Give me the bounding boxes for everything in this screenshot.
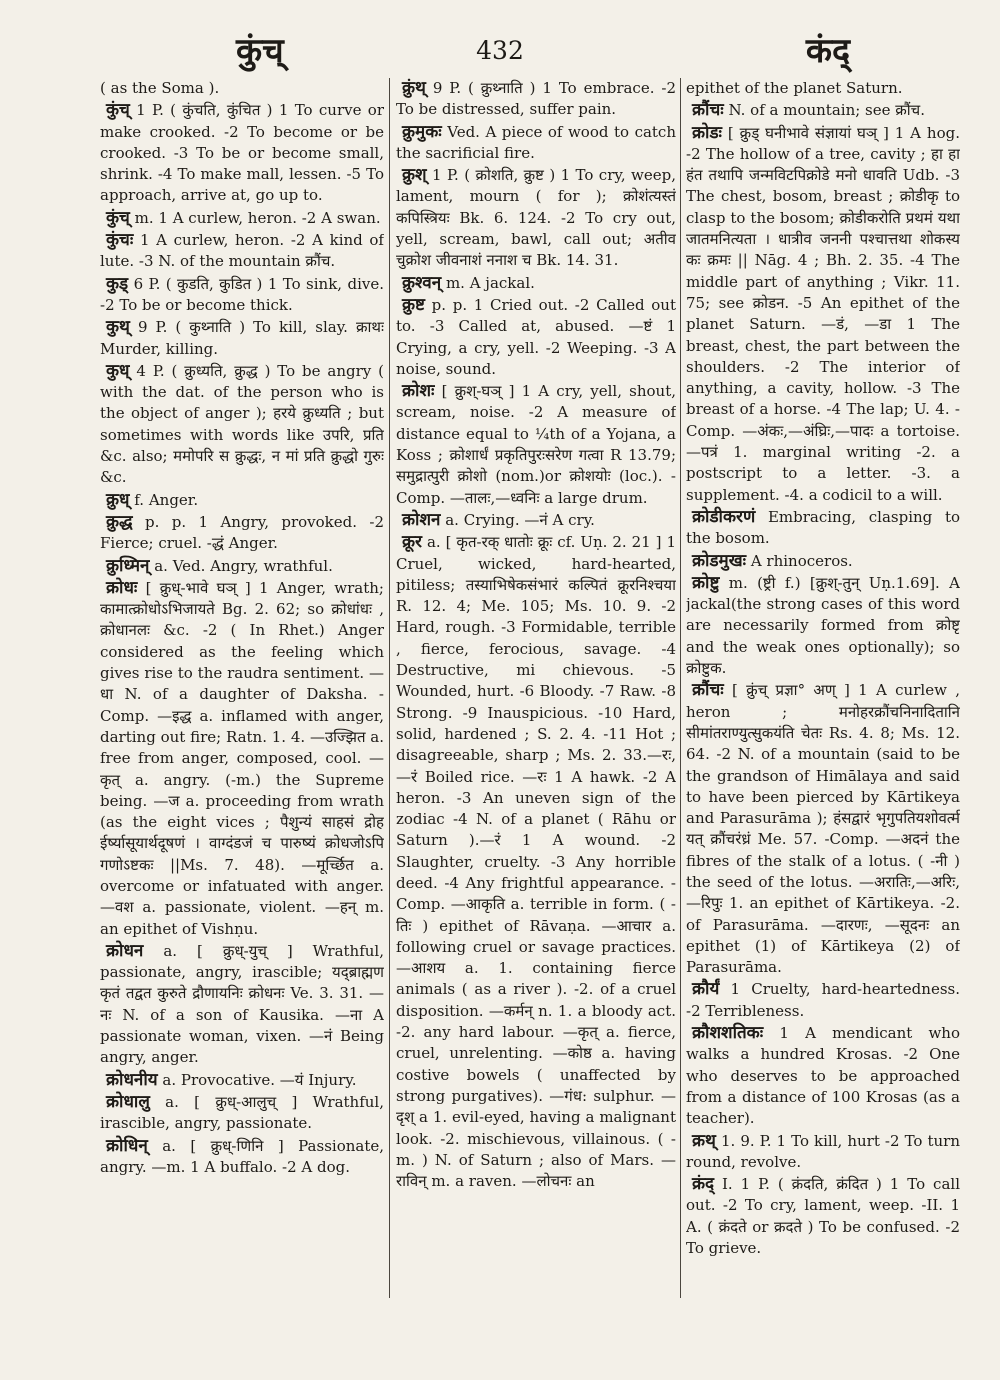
entry-headword: क्रोष्टु (692, 572, 720, 593)
dictionary-entry (686, 551, 960, 572)
dictionary-entry (686, 78, 960, 99)
entry-definition: ( as the Soma ). (100, 79, 220, 97)
entry-headword: क्रोधालु (106, 1091, 150, 1112)
entry-headword: क्रौशशतिकः (692, 1023, 764, 1044)
entry-headword: क्रुंथ् (402, 78, 426, 98)
entry-headword: क्रुमुकः (402, 121, 442, 142)
entry-headword: क्रौंचः (692, 100, 724, 121)
entry-definition: a. [ क्रुध्-णिनि ] Passionate, angry. —m. 1 A buffalo. -2 A dog. (100, 1136, 384, 1176)
entry-headword: क्रुष्ट (402, 294, 425, 315)
entry-definition: a. [ क्रुध्-युच् ] Wrathful, passionate, angry, irascible; यद्ब्राह्मण कृतं तद्वत कुरुते द्रौणायनिः क्रोधनः Ve. 3. 31. —नः N. of a son of Kausika. —ना A passionate woman, vixen. —नं Being angry, anger. (100, 941, 384, 1067)
column-divider (389, 78, 390, 1298)
column-1 (100, 78, 384, 1350)
dictionary-entry (100, 1136, 384, 1179)
entry-definition: I. 1 P. ( क्रंदति, क्रंदित ) 1 To call out. -2 To cry, lament, weep. -II. 1 A. ( क्रंदते or क्रदते ) To be confused. -2 To grieve. (686, 1175, 960, 1258)
entry-definition: m. 1 A curlew, heron. -2 A swan. (129, 208, 381, 227)
entry-definition: p. p. 1 Angry, provoked. -2 Fierce; cruel. -द्धं Anger. (100, 512, 384, 553)
dictionary-entry (100, 512, 384, 555)
entry-headword: क्रौर्यं (692, 979, 720, 1000)
entry-definition: 9 P. ( कुथ्नाति ) To kill, slay. क्राथः Murder, killing. (100, 318, 384, 358)
dictionary-entry (396, 532, 676, 1192)
entry-definition: 9 P. ( क्रुथ्नाति ) 1 To embrace. -2 To be distressed, suffer pain. (396, 79, 676, 119)
dictionary-entry (686, 680, 960, 978)
entry-definition: Embracing, clasping to the bosom. (686, 507, 960, 548)
entry-headword: क्रोडमुखः (692, 550, 747, 571)
entry-definition: a. Ved. Angry, wrathful. (149, 556, 333, 575)
dictionary-entry (100, 208, 384, 229)
dictionary-entry (100, 556, 384, 577)
entry-headword: कुंच् (106, 100, 130, 121)
dictionary-entry (100, 100, 384, 206)
dictionary-entry (396, 273, 676, 294)
dictionary-entry (100, 941, 384, 1069)
entry-headword: क्रुश् (402, 165, 427, 186)
guide-word-right: कंद् (805, 31, 850, 71)
entry-headword: क्रौंचः (692, 680, 724, 701)
entry-headword: क्रंद् (692, 1174, 715, 1195)
entry-definition: a. Crying. —नं A cry. (440, 510, 595, 529)
entry-definition: m. (ष्ट्री f.) [क्रुश्-तुन् Uṇ.1.69]. A jackal(the strong cases of this word are necessarily formed from क्रोष्टृ and the weak ones optionally); so क्रोष्टुक. (686, 573, 960, 678)
dictionary-entry (686, 100, 960, 121)
entry-headword: क्रुद्ध (106, 511, 133, 532)
dictionary-entry (686, 123, 960, 506)
entry-headword: क्रोधिन् (106, 1135, 148, 1156)
dictionary-entry (100, 317, 384, 360)
entry-definition: a. [ कृत-रक् धातोः क्रूः cf. Uṇ. 2. 21 ] 1 Cruel, wicked, hard-hearted, pitiless; तस्याभिषेकसंभारं कल्पितं क्रूरनिश्चया R. 12. 4; Me. 105; Ms. 10. 9. -2 Hard, rough. -3 Formidable, terrible , fierce, ferocious, savage. -4 Destructive, mi chievous. -5 Wounded, hurt. -6 Bloody. -7 Raw. -8 Strong. -9 Inauspicious. -10 Hard, solid, hardened ; S. 2. 4. -11 Hot ; disagreeable, sharp ; Ms. 2. 33.—रः,—रं Boiled rice. —रः 1 A hawk. -2 A heron. -3 An uneven sign of the zodiac -4 N. of a planet ( Rāhu or Saturn ).—रं 1 A wound. -2 Slaughter, cruelty. -3 Any horrible deed. -4 Any frightful appearance. -Comp. —आकृति a. terrible in form. ( -तिः ) epithet of Rāvaṇa. —आचार a. following cruel or savage practices. —आशय a. 1. containing fierce animals ( as a river ). -2. of a cruel disposition. —कर्मन् n. 1. a bloody act. -2. any hard labour. —कृत् a. fierce, cruel, unrelenting. —कोष्ठ a. having costive bowels ( unaffected by strong purgatives). —गंध: sulphur. —दृश् a 1. evil-eyed, having a malignant look. -2. mischievous, villainous. ( -m. ) N. of Saturn ; also of Mars. —राविन् m. a raven. —लोचनः an (396, 533, 676, 1191)
entry-definition: 1 P. ( कुंचति, कुंचित ) 1 To curve or make crooked. -2 To become or be crooked. -3 To be or become small, shrink. -4 To make mall, lessen. -5 To approach, arrive at, go up to. (100, 101, 384, 205)
entry-definition: 1 A mendicant who walks a hundred Krosas. -2 One who deserves to be approached from a distance of 100 Krosas (as a teacher). (686, 1024, 960, 1128)
entry-headword: क्रोशन (402, 509, 441, 530)
entry-definition: [ क्रुध्-भावे घञ् ] 1 Anger, wrath; कामात्क्रोधोऽभिजायते Bg. 2. 62; so क्रोधांधः , क्रोधानलः &c. -2 ( In Rhet.) Anger considered as the feeling which gives rise to the raudra sentiment. —धा N. of a daughter of Daksha. -Comp. —इद्ध a. inflamed with anger, darting out fire; Ratn. 1. 4. —उज्झित a. free from anger, composed, cool. —कृत् a. angry. (-m.) the Supreme being. —ज a. proceeding from wrath (as the eight vices ; पैशुन्यं साहसं द्रोह ईर्ष्यासूयार्थदूषणं । वाग्दंडजं च पारुष्यं क्रोधजोऽपि गणोऽष्टकः ||Ms. 7. 48). —मूर्च्छित a. overcome or infatuated with anger. —वश a. passionate, violent. —हन् m. an epithet of Vishṇu. (100, 578, 384, 938)
dictionary-entry (686, 979, 960, 1022)
entry-definition: 1. 9. P. 1 To kill, hurt -2 To turn round, revolve. (686, 1131, 960, 1171)
entry-headword: क्रोशः (402, 381, 435, 402)
entry-definition: 6 P. ( कुडति, कुडित ) 1 To sink, dive. -2 To be or become thick. (100, 274, 384, 314)
entry-headword: क्रोधनीय (106, 1069, 158, 1090)
entry-definition: 1 Cruelty, hard-heartedness. -2 Terribleness. (686, 980, 960, 1020)
entry-headword: क्रूर (402, 532, 423, 553)
guide-word-left: कुंच् (236, 31, 284, 71)
entry-definition: a. Provocative. —यं Injury. (157, 1070, 357, 1089)
entry-definition: epithet of the planet Saturn. (686, 79, 903, 97)
entry-definition: N. of a mountain; see क्रौंच. (723, 101, 925, 120)
page-header (0, 0, 1000, 80)
dictionary-entry (686, 573, 960, 679)
dictionary-entry (100, 361, 384, 489)
dictionary-entry (100, 230, 384, 273)
entry-headword: कुंचः (106, 230, 134, 251)
dictionary-entry (100, 578, 384, 940)
dictionary-entry (396, 122, 676, 165)
dictionary-entry (686, 1023, 960, 1129)
entry-headword: क्रोधः (106, 577, 138, 598)
entry-headword: क्रोडः (692, 122, 722, 143)
entry-definition: m. A jackal. (441, 273, 535, 292)
entry-headword: क्रुध् (106, 489, 130, 510)
entry-headword: क्रुश्वन् (402, 272, 442, 293)
dictionary-entry (396, 295, 676, 380)
entry-headword: कुथ् (106, 317, 130, 338)
dictionary-entry (100, 274, 384, 317)
dictionary-entry (686, 1131, 960, 1174)
column-divider (680, 78, 681, 1298)
entry-definition: 1 A curlew, heron. -2 A kind of lute. -3 N. of the mountain क्रौंच. (100, 231, 384, 271)
dictionary-entry (686, 507, 960, 550)
entry-definition: A rhinoceros. (746, 551, 853, 570)
entry-definition: 4 P. ( क्रुध्यति, क्रुद्ध ) To be angry ( with the dat. of the person who is the object of anger ); हरये क्रुध्यति ; but sometimes with words like उपरि, प्रति &c. also; ममोपरि स क्रुद्धः, न मां प्रति क्रुद्धो गुरुः &c. (100, 361, 384, 487)
entry-definition: 1 P. ( क्रोशति, क्रुष्ट ) 1 To cry, weep, lament, mourn ( for ); क्रोशंत्यस्तं कपिस्त्रियः Bk. 6. 124. -2 To cry out, yell, scream, bawl, call out; अतीव चुक्रोश जीवनाशं ननाश च Bk. 14. 31. (396, 166, 676, 270)
entry-headword: क्रोडीकरणं (692, 506, 756, 527)
dictionary-entry (396, 510, 676, 531)
entry-definition: p. p. 1 Cried out. -2 Called out to. -3 Called at, abused. —ष्टं 1 Crying, a cry, yell. -2 Weeping. -3 A noise, sound. (396, 295, 676, 378)
dictionary-entry (396, 381, 676, 509)
entry-definition: [ क्रुंच् प्रज्ञा° अण् ] 1 A curlew , heron ; मनोहरक्रौंचनिनादितानि सीमांतराण्युत्सुकयंति चेतः Rs. 4. 8; Ms. 12. 64. -2 N. of a mountain (said to be the grandson of Himālaya and said to have been pierced by Kārtikeya and Parasurāma ); हंसद्वारं भृगुपतियशोवर्त्म यत् क्रौंचरंध्रं Me. 57. -Comp. —अदनं the fibres of the stalk of a lotus. ( -नी ) the seed of the lotus. —अरातिः,—अरिः, —रिपुः 1. an epithet of Kārtikeya. -2. of Parasurāma. —दारणः, —सूदनः an epithet (1) of Kārtikeya (2) of Parasurāma. (686, 681, 960, 977)
entry-definition: a. [ क्रुध्-आलुच् ] Wrathful, irascible, angry, passionate. (100, 1092, 384, 1133)
dictionary-entry (100, 78, 384, 99)
entry-headword: कुंच् (106, 207, 130, 228)
page-number: 432 (476, 36, 524, 65)
dictionary-entry (396, 165, 676, 271)
dictionary-entry (396, 78, 676, 121)
dictionary-entry (100, 1092, 384, 1135)
entry-definition: Ved. A piece of wood to catch the sacrificial fire. (396, 122, 676, 162)
entry-definition: [ क्रुड् घनीभावे संज्ञायां घञ् ] 1 A hog. -2 The hollow of a tree, cavity ; हा हा हंत तथापि जन्मविटपिक्रोडे मनो धावति Udb. -3 The chest, bosom, breast ; क्रोडीकृ to clasp to the bosom; क्रोडीकरोति प्रथमं यथा जातमनित्यता । धात्रीव जननी पश्चात्तथा शोकस्य कः क्रमः || Nāg. 4 ; Bh. 2. 35. -4 The middle part of anything ; Vikr. 11. 75; see क्रोडन. -5 An epithet of the planet Saturn. —डं, —डा 1 The breast, chest, the part between the shoulders. -2 The interior of anything, a cavity, hollow. -3 The breast of a horse. -4 The lap; U. 4. -Comp. —अंकः,—अंघ्रिः,—पादः a tortoise. —पत्रं 1. marginal writing -2. a postscript to a letter. -3. a supplement. -4. a codicil to a will. (686, 123, 960, 504)
entry-headword: क्रथ् (692, 1130, 716, 1151)
entry-headword: क्रोधन (106, 940, 144, 961)
entry-headword: कुड् (106, 273, 129, 294)
column-3 (686, 78, 960, 1350)
entry-headword: क्रुध्मिन् (106, 555, 150, 576)
entry-definition: [ क्रुश्-घञ् ] 1 A cry, yell, shout, scream, noise. -2 A measure of distance equal to ¼th of a Yojana, a Koss ; क्रोशार्धं प्रकृतिपुरःसरेण गत्वा R 13.79; समुद्रात्पुरी क्रोशो (nom.)or क्रोशयोः (loc.). -Comp. —तालः,—ध्वनिः a large drum. (396, 382, 676, 507)
dictionary-entry (100, 490, 384, 511)
entry-definition: f. Anger. (129, 490, 199, 509)
entry-headword: कुध् (106, 360, 130, 381)
column-2 (396, 78, 676, 1350)
dictionary-entry (686, 1174, 960, 1259)
dictionary-entry (100, 1070, 384, 1091)
